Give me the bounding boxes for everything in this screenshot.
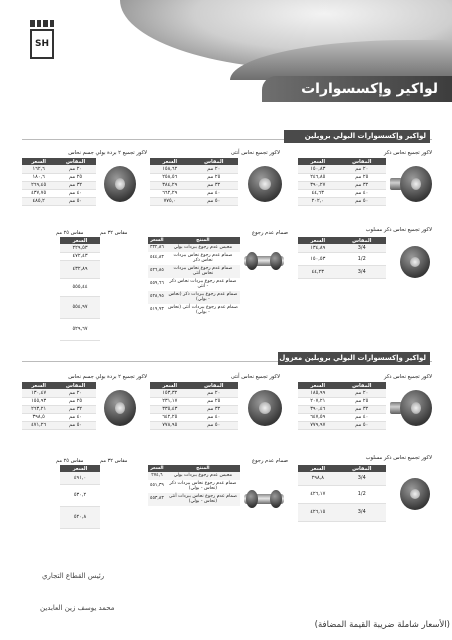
table-row: ٣٢ مم ٣٩٠,٤٦ [298, 405, 386, 413]
table-row: صمام عدم رجوع نحاس ببردات نحاس أنثى ٥٢٦,٨٥ [148, 265, 240, 278]
table-row: ٢٥ مم ٢٠٧,٢١ [298, 397, 386, 405]
table-row: ٢٥ مم ٢٥٨,٥٦ [150, 173, 238, 181]
table-row: ٣٢ مم ٣٨٤,٢٩ [150, 181, 238, 189]
product-photo-union-male [390, 388, 432, 428]
table-row: ٤٧٢,٤٣ [60, 252, 100, 260]
vat-note: (الأسعار شاملة ضريبة القيمة المضافة) [314, 620, 450, 630]
table-row: 1/2 ١٥٠,٥٣ [298, 252, 386, 265]
table-row: ٣٢ مم ٢٦٩,٤٥ [22, 181, 96, 189]
table-row: ٢٥ مم ١٥٥,٩٣ [22, 397, 96, 405]
table-row: ٢٥ مم ١٨٠,٦ [22, 173, 96, 181]
price-table-union-male: المقاس السعر ٢٠ مم ١٨٥,٩٩ ٢٥ مم ٢٠٧,٢١ ٣٢ مم ٣٩٠,٤٦ ٤٠ مم ٦٤٧,٥٩ ٥٠ مم ٧٧٩,٩٧ [298, 382, 386, 430]
table-row: ٣٢ مم ٢٦٣,٢١ [22, 405, 96, 413]
table-row: 1/2 ٤٢٦,١٧ [298, 485, 386, 503]
price-table-union-threaded: المقاس السعر 3/4 ١٣٤,٨٩ 1/2 ١٥٠,٥٣ 3/4 ٤٤,٢٣ [298, 237, 386, 279]
table-row: محبس عدم رجوع ببردات بولي ٢٧٤,٦ [148, 472, 240, 480]
page-title: لواكير وإكسسوارات [262, 76, 452, 102]
table-row: صمام عدم رجوع نحاس ببردات أنثى (نحاس - بولي) ٥٥٣,٨٣ [148, 493, 240, 506]
price-table-union-threaded: المقاس السعر 3/4 ٢٩٨,٨ 1/2 ٤٢٦,١٧ 3/4 ٤٢٦,١٥ [298, 465, 386, 522]
table-row: صمام عدم رجوع ببردات نحاس ذكر - أنثى ٥٥٩,٦٦ [150, 278, 237, 289]
size-label-32: مقاس ٣٢ مم [100, 230, 128, 236]
table-row: ٥٠ مم ٧٧٥,٠ [150, 197, 238, 205]
price-table-check-valve: المنتج السعر محبس عدم رجوع ببردات بولي ٣٣٢,٨٦ صمام عدم رجوع نحاس ببردات نحاس ذكر ٥٤٤,٨٣ صمام عدم رجوع نحاس ببردات نحاس أنثى ٥٢٦,٨٥ صمام عدم رجوع ببردات نحاس ذكر - أنثى ٥٥٩,٦٦ صمام عدم رجوع ببردات ذكر (نحاس - بولي) ٥٢٨,٩٥ صمام عدم رجوع ببردات أنثى (نحاس - بولي) ٥١٩,٩٣ [148, 237, 240, 317]
table-row: ٤٠ مم ٦٦٢,٢٩ [150, 189, 238, 197]
section-title-pp: لواكير وإكسسوارات البولي بروبلين [284, 130, 430, 143]
size-label-32: مقاس ٣٢ مم [100, 458, 128, 464]
product-title: لاكور تجميع نحاس ذكر [383, 150, 432, 156]
product-photo-union-threaded [392, 244, 432, 280]
product-photo-check-valve [244, 250, 284, 272]
table-row: ٢٠ مم ١٥٨,٦٢ [150, 165, 238, 173]
table-row: ٢٠ مم ١٥٠,٨٣ [298, 165, 386, 173]
table-row: ٥٢٩,٦٧ [60, 318, 100, 340]
table-row: ٤٠ مم ٤٤,٦٣ [298, 189, 386, 197]
table-row: ٤٠ مم ٤٣٧,٧٥ [22, 189, 96, 197]
product-title: لاكور تجميع نحاس أنثى [230, 374, 280, 380]
table-row: صمام عدم رجوع نحاس ببردات ذكر (نحاس - بولي) ٥٥١,٣٩ [150, 480, 237, 491]
product-photo-check-valve [244, 488, 284, 510]
price-table-union-female: المقاس السعر ٢٠ مم ١٥٨,٦٢ ٢٥ مم ٢٥٨,٥٦ ٣٢ مم ٣٨٤,٢٩ ٤٠ مم ٦٦٢,٢٩ ٥٠ مم ٧٧٥,٠ [150, 158, 238, 206]
company-logo [30, 20, 54, 62]
table-row: 3/4 ١٣٤,٨٩ [298, 244, 386, 252]
table-row: ٤٠ مم ٦٤٢,٢٥ [150, 413, 238, 421]
price-table-union-pp: المقاس السعر ٢٠ مم ١٦٢,٦ ٢٥ مم ١٨٠,٦ ٣٢ مم ٢٦٩,٤٥ ٤٠ مم ٤٣٧,٧٥ ٥٠ مم ٤٨٥,٢ [22, 158, 96, 206]
table-row: ٢٠ مم ١٣٠,٤٧ [22, 389, 96, 397]
product-photo-union-female [244, 388, 286, 428]
product-title: صمام عدم رجوع [251, 458, 288, 464]
table-row: ٣٢ مم ٣٩٠,٢٧ [298, 181, 386, 189]
table-row: 3/4 ٢٩٨,٨ [298, 472, 386, 485]
price-table-check-valve-32: السعر ٤٩١,٠ ٥٣٠,٢ ٥٢٠,٨ [60, 465, 100, 529]
product-photo-union-pp [100, 164, 140, 204]
product-title: لاكور تجميع نحاس أنثى [230, 150, 280, 156]
price-table-union-male: المقاس السعر ٢٠ مم ١٥٠,٨٣ ٢٥ مم ٢٤٦,٨٥ ٣٢ مم ٣٩٠,٢٧ ٤٠ مم ٤٤,٦٣ ٥٠ مم ٢٠٢,٠ [298, 158, 386, 206]
table-row: ٥٣٠,٢ [60, 484, 100, 506]
table-row: ٢٢٩,٥٣ [60, 244, 100, 252]
table-row: ٤٠ مم ٦٤٧,٥٩ [298, 413, 386, 421]
product-title: لاكور تجميع ٢ بردة بولي جسم نحاس [68, 374, 147, 380]
table-row: صمام عدم رجوع ببردات أنثى (نحاس - بولي) ٥١٩,٩٣ [150, 304, 238, 315]
signature-title: رئيس القطاع التجاري [42, 572, 105, 580]
table-row: محبس عدم رجوع ببردات بولي ٣٣٢,٨٦ [148, 244, 240, 252]
table-row: ٢٠ مم ١٨٥,٩٩ [298, 389, 386, 397]
table-row: ٣٢ مم ٣٣٥,٤٣ [150, 405, 238, 413]
table-row: ٢٥ مم ٢٤٦,٨٥ [298, 173, 386, 181]
table-row: صمام عدم رجوع نحاس ببردات نحاس ذكر ٥٤٤,٨٣ [150, 252, 233, 263]
table-row: 3/4 ٤٤,٢٣ [298, 265, 386, 278]
size-label-25: مقاس ٢٥ مم [56, 458, 84, 464]
product-title: لاكور تجميع نحاس ذكر مسلوب [365, 455, 432, 461]
price-table-union-pp: المقاس السعر ٢٠ مم ١٣٠,٤٧ ٢٥ مم ١٥٥,٩٣ ٣٢ مم ٢٦٣,٢١ ٤٠ مم ٣٩٨,٥ ٥٠ مم ٤٧١,٢٦ [22, 382, 96, 430]
table-row: ٤٠ مم ٣٩٨,٥ [22, 413, 96, 421]
product-photo-union-female [244, 164, 286, 204]
table-row: ٥٠ مم ٤٨٥,٢ [22, 197, 96, 205]
product-photo-union-pp [100, 388, 140, 428]
table-row: ٢٠ مم ١٥٣,٣٢ [150, 389, 238, 397]
table-row: 3/4 ٤٢٦,١٥ [298, 503, 386, 521]
product-title: لاكور تجميع نحاس ذكر مسلوب [365, 227, 432, 233]
signature-name: محمد يوسف زين العابدين [40, 604, 115, 612]
product-photo-union-threaded [392, 476, 432, 512]
table-row: ٢٠ مم ١٦٢,٦ [22, 165, 96, 173]
price-table-check-valve: المنتج السعر محبس عدم رجوع ببردات بولي ٢٧٤,٦ صمام عدم رجوع نحاس ببردات ذكر (نحاس - بولي) ٥٥١,٣٩ صمام عدم رجوع نحاس ببردات أنثى (نحاس - بولي) ٥٥٣,٨٣ [148, 465, 240, 506]
product-photo-union-male [390, 164, 432, 204]
table-row: ٥٠ مم ٢٠٢,٠ [298, 197, 386, 205]
section-title-pp-insulated: لواكير وإكسسوارات البولي بروبلين معزول [278, 352, 430, 365]
product-title: لاكور تجميع ٢ بردة بولي جسم نحاس [68, 150, 147, 156]
table-row: ٤٩١,٠ [60, 472, 100, 484]
table-row: ٢٥ مم ٢٣١,١٧ [150, 397, 238, 405]
table-row: صمام عدم رجوع ببردات ذكر (نحاس - بولي) ٥٢٨,٩٥ [148, 291, 240, 304]
product-title: لاكور تجميع نحاس ذكر [383, 374, 432, 380]
table-row: ٥٠ مم ٤٧١,٢٦ [22, 421, 96, 429]
logo-text: SH [30, 29, 54, 59]
price-table-check-valve-32: السعر ٢٢٩,٥٣ ٤٧٢,٤٣ ٤٣٢,٨٩ ٥٥٥,٤٤ ٥٥٤,٩٧ ٥٢٩,٦٧ [60, 237, 100, 341]
product-title: صمام عدم رجوع [251, 230, 288, 236]
price-table-union-female: المقاس السعر ٢٠ مم ١٥٣,٣٢ ٢٥ مم ٢٣١,١٧ ٣٢ مم ٣٣٥,٤٣ ٤٠ مم ٦٤٢,٢٥ ٥٠ مم ٧٧٨,٩٥ [150, 382, 238, 430]
size-label-25: مقاس ٢٥ مم [56, 230, 84, 236]
table-row: ٥٠ مم ٧٧٨,٩٥ [150, 421, 238, 429]
table-row: ٤٣٢,٨٩ [60, 260, 100, 278]
table-row: ٥٢٠,٨ [60, 506, 100, 528]
table-row: ٥٥٥,٤٤ [60, 278, 100, 296]
table-row: ٥٥٤,٩٧ [60, 296, 100, 318]
table-row: ٥٠ مم ٧٧٩,٩٧ [298, 421, 386, 429]
